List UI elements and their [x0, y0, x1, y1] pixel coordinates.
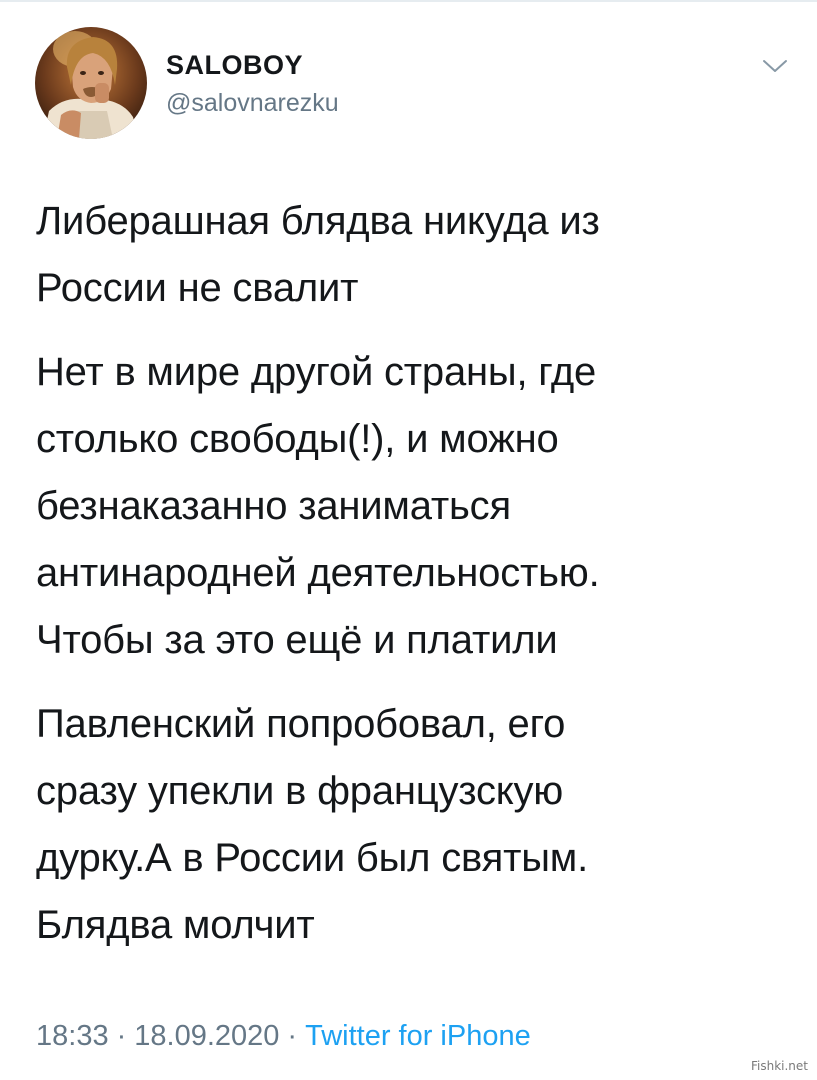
tweet-time[interactable]: 18:33 — [36, 1020, 109, 1052]
avatar-image — [35, 27, 147, 139]
meta-separator: · — [116, 1020, 127, 1052]
tweet-paragraph-3: Павленский попробовал, его сразу упекли в французскую дурку.А в России был святым. Блядва молчит — [36, 702, 588, 947]
tweet-paragraph-1: Либерашная блядва никуда из России не свалит — [36, 199, 600, 310]
tweet-paragraph-2: Нет в мире другой страны, где столько свободы(!), и можно безнаказанно заниматься антинародней деятельностью. Чтобы за это ещё и платили — [36, 350, 600, 662]
watermark: Fishki.net — [748, 1058, 811, 1074]
meta-separator: · — [287, 1020, 298, 1052]
author-display-name[interactable]: SALOBOY — [166, 50, 304, 80]
avatar[interactable] — [35, 27, 147, 139]
top-divider — [0, 0, 817, 2]
tweet-text — [36, 188, 796, 959]
chevron-down-icon[interactable] — [760, 56, 790, 76]
tweet-date[interactable]: 18.09.2020 — [134, 1020, 280, 1052]
tweet-metadata — [36, 1016, 531, 1056]
tweet-source-link[interactable]: Twitter for iPhone — [305, 1020, 531, 1052]
author-handle[interactable]: @salovnarezku — [166, 89, 339, 117]
